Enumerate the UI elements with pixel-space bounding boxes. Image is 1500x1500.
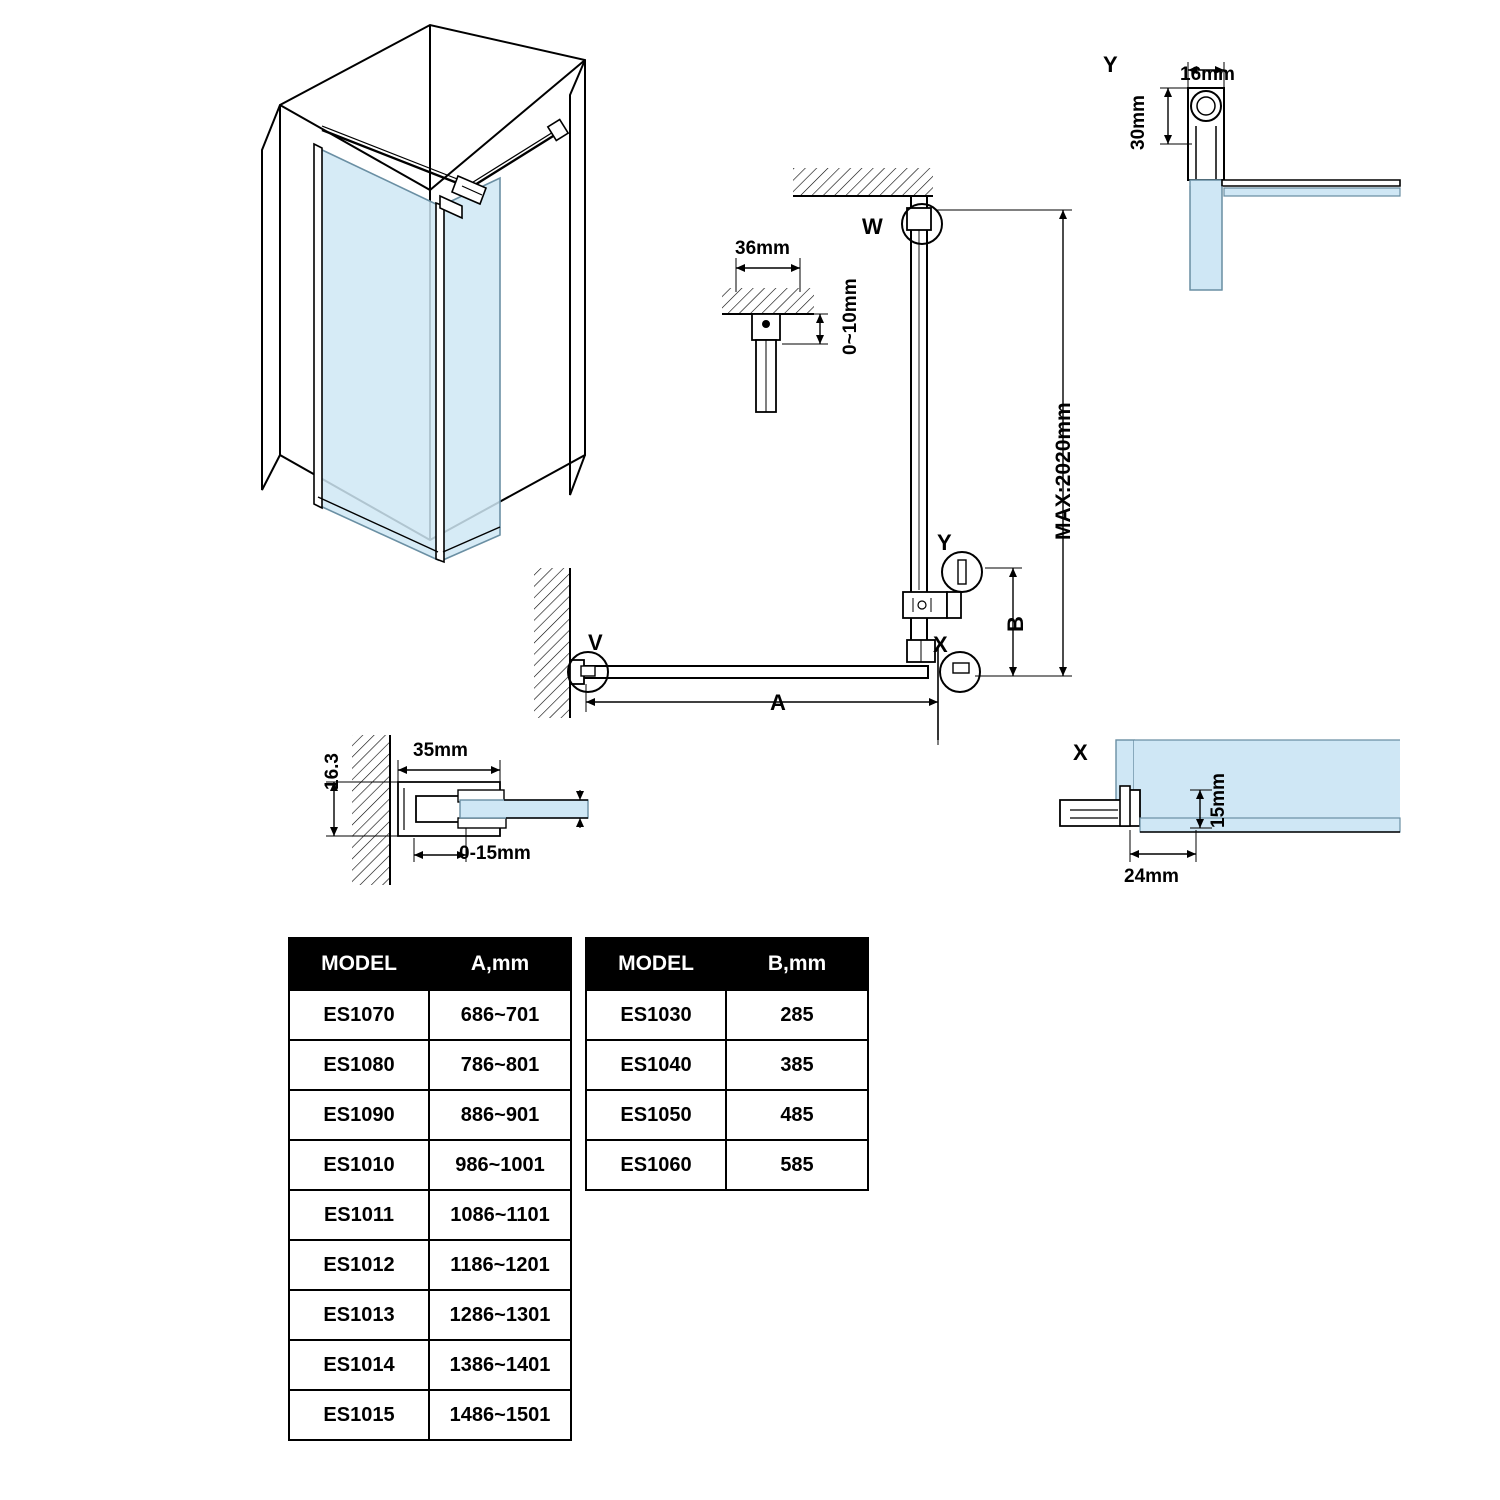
table-a-value: 786~801 xyxy=(429,1040,571,1090)
table-b-header-model: MODEL xyxy=(586,938,726,990)
table-a-model: ES1014 xyxy=(289,1340,429,1390)
table-b-value: 585 xyxy=(726,1140,868,1190)
table-b-header-value: B,mm xyxy=(726,938,868,990)
table-a-model: ES1013 xyxy=(289,1290,429,1340)
table-row xyxy=(289,990,571,1040)
table-a-model: ES1070 xyxy=(289,990,429,1040)
table-a-value: 1486~1501 xyxy=(429,1390,571,1440)
dim-detail-y-height: 30mm xyxy=(1128,95,1149,150)
table-row xyxy=(586,1140,868,1190)
table-b-value: 385 xyxy=(726,1040,868,1090)
table-a-value: 1286~1301 xyxy=(429,1290,571,1340)
callout-label-y-detail: Y xyxy=(1103,52,1118,77)
table-b-header-row xyxy=(586,938,868,990)
table-a-value: 1386~1401 xyxy=(429,1340,571,1390)
table-a-value: 886~901 xyxy=(429,1090,571,1140)
table-row xyxy=(289,1140,571,1190)
table-row xyxy=(289,1190,571,1240)
table-a-value: 1086~1101 xyxy=(429,1190,571,1240)
table-b-model: ES1040 xyxy=(586,1040,726,1090)
table-a-model: ES1015 xyxy=(289,1390,429,1440)
dim-ceiling-gap: 0~10mm xyxy=(840,278,861,355)
table-b-value: 285 xyxy=(726,990,868,1040)
table-row xyxy=(586,1090,868,1140)
table-b-model: ES1050 xyxy=(586,1090,726,1140)
model-table-b xyxy=(585,937,869,1191)
table-b-value: 485 xyxy=(726,1090,868,1140)
callout-label-w: W xyxy=(862,214,883,239)
table-a-value: 986~1001 xyxy=(429,1140,571,1190)
table-a-header-model: MODEL xyxy=(289,938,429,990)
dim-detail-x-width: 24mm xyxy=(1124,866,1179,887)
table-row xyxy=(289,1040,571,1090)
callout-label-x: X xyxy=(933,632,948,657)
detail-x-view xyxy=(1060,740,1400,862)
dim-detail-y-width: 16mm xyxy=(1180,64,1235,85)
dim-wall-adjust: 0-15mm xyxy=(459,843,531,864)
table-a-model: ES1090 xyxy=(289,1090,429,1140)
table-a-value: 686~701 xyxy=(429,990,571,1040)
ceiling-bracket-detail xyxy=(722,258,828,412)
table-row xyxy=(289,1090,571,1140)
model-table-a xyxy=(288,937,572,1441)
callout-label-x-detail: X xyxy=(1073,740,1088,765)
callout-label-y: Y xyxy=(937,530,952,555)
table-a-header-row xyxy=(289,938,571,990)
dim-ceiling-bracket-width: 36mm xyxy=(735,238,790,259)
table-row xyxy=(289,1340,571,1390)
perspective-view xyxy=(262,25,585,562)
main-elevation-view xyxy=(534,168,1072,745)
dim-b-label: B xyxy=(1003,616,1028,632)
table-row xyxy=(586,990,868,1040)
table-a-header-value: A,mm xyxy=(429,938,571,990)
dim-max-height: MAX:2020mm xyxy=(1052,402,1075,540)
callout-label-v: V xyxy=(588,630,603,655)
table-a-value: 1186~1201 xyxy=(429,1240,571,1290)
dim-detail-x-height: 15mm xyxy=(1208,773,1229,828)
table-row xyxy=(586,1040,868,1090)
table-row xyxy=(289,1390,571,1440)
table-a-model: ES1011 xyxy=(289,1190,429,1240)
table-a-model: ES1012 xyxy=(289,1240,429,1290)
table-a-model: ES1010 xyxy=(289,1140,429,1190)
table-row xyxy=(289,1240,571,1290)
table-a-model: ES1080 xyxy=(289,1040,429,1090)
table-row xyxy=(289,1290,571,1340)
table-b-model: ES1060 xyxy=(586,1140,726,1190)
dim-wall-profile-width: 35mm xyxy=(413,740,468,761)
dim-wall-profile-depth: 16.3 xyxy=(322,753,343,790)
table-b-model: ES1030 xyxy=(586,990,726,1040)
dim-a-label: A xyxy=(770,690,786,715)
detail-y-view xyxy=(1160,62,1400,290)
